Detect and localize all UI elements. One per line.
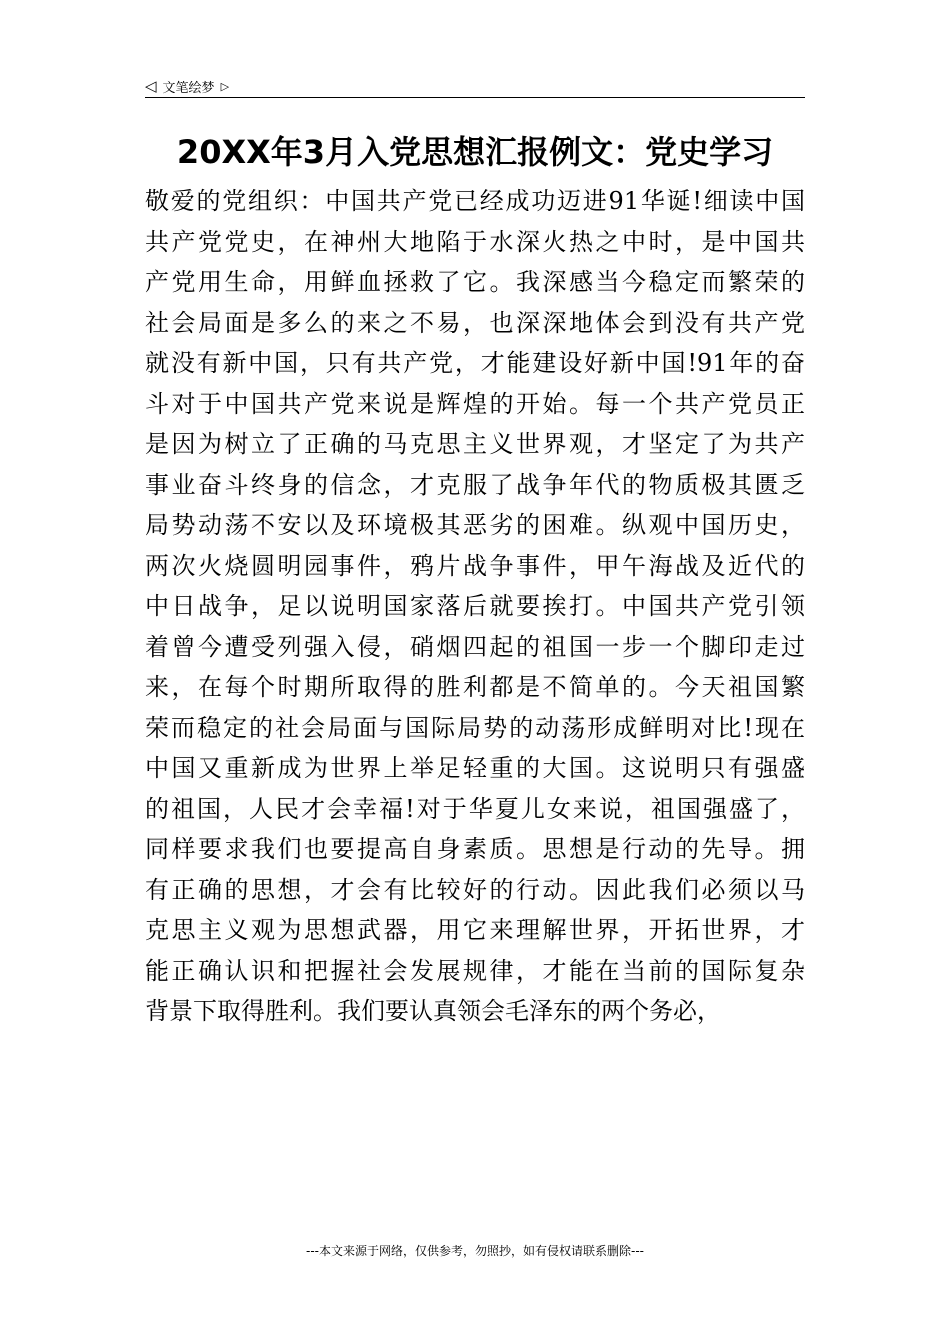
body-line: 同样要求我们也要提高自身素质。思想是行动的先导。拥 bbox=[145, 835, 805, 863]
body-line: 背景下取得胜利。我们要认真领会毛泽东的两个务必， bbox=[145, 997, 721, 1025]
right-triangle-icon: ▷ bbox=[220, 79, 230, 93]
left-triangle-icon: ◁ bbox=[145, 76, 157, 95]
body-line: 的祖国，人民才会幸福!对于华夏儿女来说，祖国强盛了， bbox=[145, 794, 805, 823]
body-line: 斗对于中国共产党来说是辉煌的开始。每一个共产党员正 bbox=[145, 389, 805, 418]
body-line: 克思主义观为思想武器，用它来理解世界，开拓世界，才 bbox=[145, 916, 805, 944]
body-line: 两次火烧圆明园事件，鸦片战争事件，甲午海战及近代的 bbox=[145, 551, 805, 580]
body-line: 敬爱的党组织：中国共产党已经成功迈进91华诞!细读中国 bbox=[145, 187, 805, 215]
body-line: 就没有新中国，只有共产党，才能建设好新中国!91年的奋 bbox=[145, 349, 805, 377]
body-line: 荣而稳定的社会局面与国际局势的动荡形成鲜明对比!现在 bbox=[145, 713, 805, 742]
body-line: 事业奋斗终身的信念，才克服了战争年代的物质极其匮乏 bbox=[145, 470, 805, 499]
body-line: 着曾今遭受列强入侵，硝烟四起的祖国一步一个脚印走过 bbox=[145, 632, 805, 661]
page-header bbox=[145, 74, 805, 98]
body-line: 来，在每个时期所取得的胜利都是不简单的。今天祖国繁 bbox=[145, 673, 805, 701]
body-line: 是因为树立了正确的马克思主义世界观，才坚定了为共产 bbox=[145, 430, 805, 458]
body-line: 社会局面是多么的来之不易，也深深地体会到没有共产党 bbox=[145, 308, 805, 337]
body-line: 中日战争，足以说明国家落后就要挨打。中国共产党引领 bbox=[145, 592, 805, 620]
body-line: 共产党党史，在神州大地陷于水深火热之中时，是中国共 bbox=[145, 227, 805, 256]
page-footer-disclaimer: ---本文来源于网络，仅供参考，勿照抄，如有侵权请联系删除--- bbox=[306, 1244, 644, 1258]
header-brand: 文笔绘梦 bbox=[162, 80, 215, 96]
body-line: 产党用生命，用鲜血拯救了它。我深感当今稳定而繁荣的 bbox=[145, 268, 805, 296]
body-line: 有正确的思想，才会有比较好的行动。因此我们必须以马 bbox=[145, 875, 805, 904]
body-line: 能正确认识和把握社会发展规律，才能在当前的国际复杂 bbox=[145, 956, 805, 985]
document-body bbox=[145, 181, 805, 1032]
body-line: 局势动荡不安以及环境极其恶劣的困难。纵观中国历史， bbox=[145, 511, 805, 539]
document-title: 20XX年3月入党思想汇报例文：党史学习 bbox=[176, 133, 774, 171]
header-divider bbox=[145, 97, 805, 98]
body-line: 中国又重新成为世界上举足轻重的大国。这说明只有强盛 bbox=[145, 754, 805, 782]
